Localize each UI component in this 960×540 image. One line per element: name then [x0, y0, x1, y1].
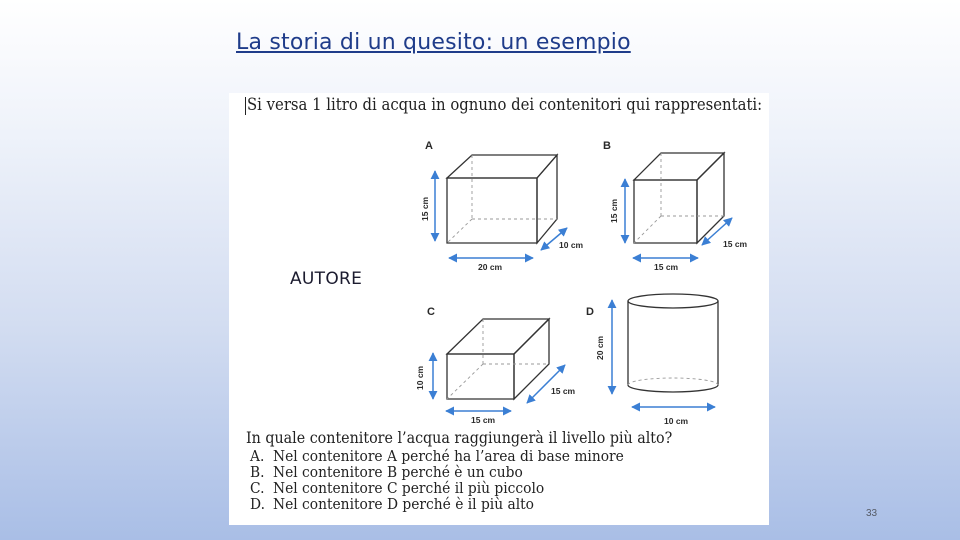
- container-c-depth-label: 15 cm: [551, 386, 576, 396]
- option-text: Nel contenitore D perché è il più alto: [273, 495, 534, 513]
- container-a-box: [447, 155, 557, 243]
- container-d-label: D: [586, 306, 594, 318]
- option-text: Nel contenitore A perché ha l’area di base minore: [273, 447, 624, 465]
- container-b-depth-label: 15 cm: [723, 239, 748, 249]
- container-a-depth-label: 10 cm: [559, 240, 584, 250]
- question-intro: Si versa 1 litro di acqua in ognuno dei contenitori qui rappresentati:: [247, 95, 763, 114]
- container-a: [420, 140, 584, 272]
- container-a-width-label: 20 cm: [478, 262, 503, 272]
- container-a-hidden-edges: [447, 155, 557, 243]
- container-c-label: C: [427, 306, 435, 318]
- slide-title: La storia di un quesito: un esempio: [236, 30, 631, 55]
- container-b-label: B: [603, 140, 611, 152]
- container-b-height-label: 15 cm: [609, 198, 619, 223]
- answer-option-d: [250, 496, 624, 512]
- option-letter: C.: [250, 479, 265, 497]
- container-c-box: [447, 319, 549, 399]
- option-text: Nel contenitore C perché il più piccolo: [273, 479, 545, 497]
- option-text: Nel contenitore B perché è un cubo: [273, 463, 523, 481]
- page-number: 33: [866, 508, 878, 519]
- container-d-height-label: 20 cm: [595, 335, 605, 360]
- container-c-width-label: 15 cm: [471, 415, 496, 425]
- container-b: [603, 140, 748, 272]
- option-letter: B.: [250, 463, 265, 481]
- container-d-hidden-edge: [628, 378, 718, 385]
- container-c-hidden-edges: [447, 319, 549, 399]
- author-label: AUTORE: [290, 269, 363, 289]
- container-c-height-label: 10 cm: [415, 365, 425, 390]
- container-d: [586, 294, 718, 426]
- answer-option-b: [250, 464, 624, 480]
- container-d-diameter-label: 10 cm: [664, 416, 689, 426]
- question-prompt: In quale contenitore l’acqua raggiungerà il livello più alto?: [246, 429, 673, 447]
- container-c: [415, 306, 576, 425]
- container-d-cylinder: [628, 294, 718, 392]
- container-a-label: A: [425, 140, 433, 152]
- question-image: [229, 93, 769, 525]
- container-b-width-label: 15 cm: [654, 262, 679, 272]
- option-letter: D.: [250, 495, 265, 513]
- answer-option-c: [250, 480, 624, 496]
- option-letter: A.: [250, 447, 265, 465]
- container-a-height-label: 15 cm: [420, 196, 430, 221]
- container-c-depth-arrow: [527, 365, 565, 403]
- answer-options: [250, 448, 656, 512]
- answer-option-a: [250, 448, 624, 464]
